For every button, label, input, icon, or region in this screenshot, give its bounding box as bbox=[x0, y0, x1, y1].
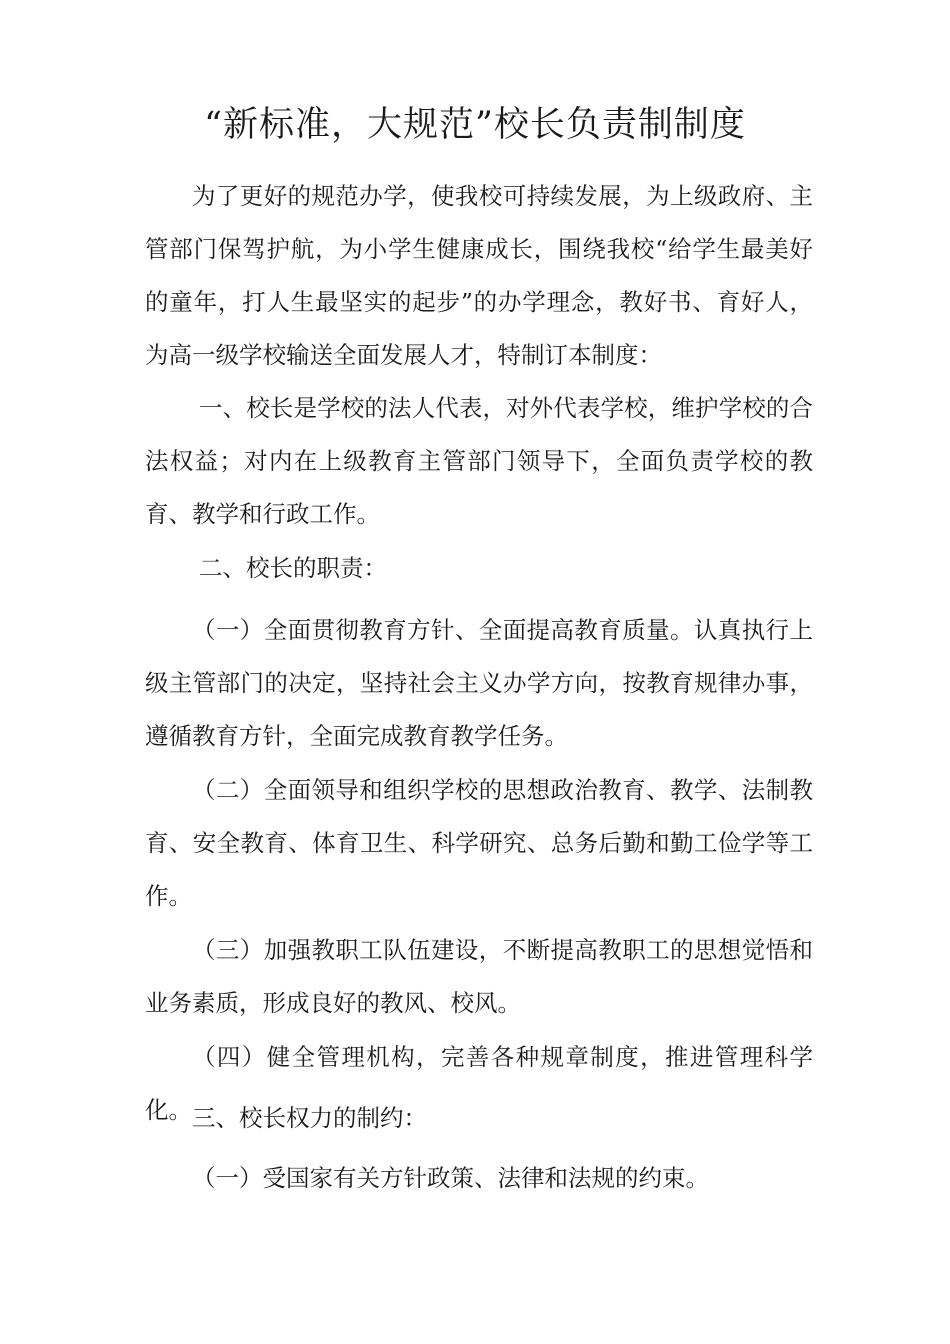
duty-3-paragraph: （三）加强教职工队伍建设，不断提高教职工的思想觉悟和业务素质，形成良好的教风、校风。 bbox=[145, 936, 813, 1017]
constraint-1-paragraph: （一）受国家有关方针政策、法律和法规的约束。 bbox=[192, 1164, 709, 1192]
duty-4-paragraph: （四）健全管理机构，完善各种规章制度，推进管理科学化。 bbox=[145, 1043, 813, 1124]
section-2-heading: 二、校长的职责： bbox=[199, 554, 387, 582]
section-3-heading: 三、校长权力的制约： bbox=[192, 1104, 427, 1132]
document-title: “新标准，大规范”校长负责制制度 bbox=[204, 105, 746, 145]
duty-1-paragraph: （一）全面贯彻教育方针、全面提高教育质量。认真执行上级主管部门的决定，坚持社会主义办学方向，按教育规律办事，遵循教育方针，全面完成教育教学任务。 bbox=[145, 616, 813, 750]
section-1-paragraph: 一、校长是学校的法人代表，对外代表学校，维护学校的合法权益；对内在上级教育主管部门领导下，全面负责学校的教育、教学和行政工作。 bbox=[145, 394, 813, 528]
duty-2-paragraph: （二）全面领导和组织学校的思想政治教育、教学、法制教育、安全教育、体育卫生、科学研究、总务后勤和勤工俭学等工作。 bbox=[145, 776, 813, 910]
intro-paragraph: 为了更好的规范办学，使我校可持续发展，为上级政府、主管部门保驾护航，为小学生健康成长，围绕我校“给学生最美好的童年，打人生最坚实的起步”的办学理念，教好书、育好人，为高一级学校输送全面发展人才，特制订本制度： bbox=[145, 182, 813, 369]
